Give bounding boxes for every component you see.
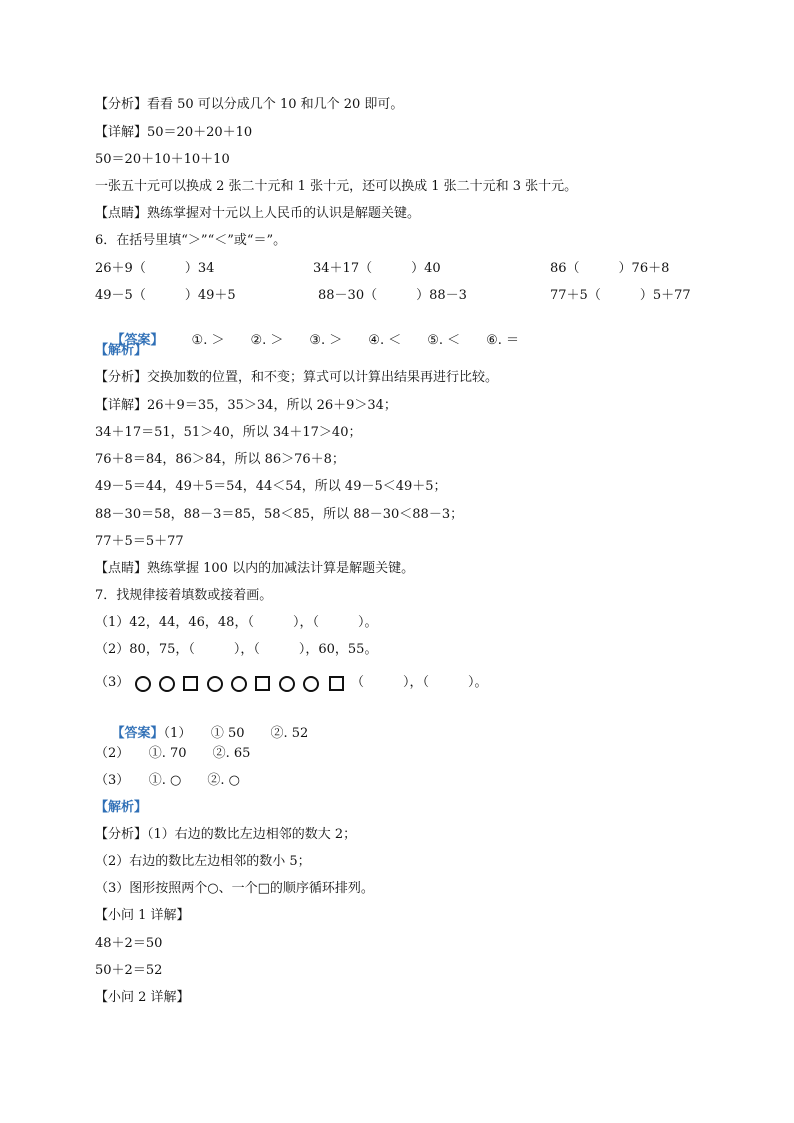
q6-item-5: 88－30（ ）88－3 xyxy=(318,288,467,303)
subquestion-1-heading: 【小问 1 详解】 xyxy=(95,908,190,923)
detail-line-6a: 【详解】26＋9＝35，35＞34，所以 26＋9＞34； xyxy=(95,398,397,413)
analysis-line-5: 【分析】看看 50 可以分成几个 10 和几个 20 即可。 xyxy=(95,97,404,112)
answer-7-part-3: （3） ①. ○ ②. ○ xyxy=(95,773,240,788)
detail-line-5c: 一张五十元可以换成 2 张二十元和 1 张十元，还可以换成 1 张二十元和 3 张十元。 xyxy=(95,179,578,194)
detail-line-6e: 88－30＝58，88－3＝85，58＜85，所以 88－30＜88－3； xyxy=(95,507,464,522)
circle-icon xyxy=(159,676,175,692)
detail-line-5b: 50＝20＋10＋10＋10 xyxy=(95,152,230,167)
jiexi-label-7: 【解析】 xyxy=(95,800,148,815)
analysis-line-7a: 【分析】（1）右边的数比左边相邻的数大 2； xyxy=(95,827,357,842)
q7-part-1: （1）42，44，46，48，（ ），（ ）。 xyxy=(95,615,378,630)
answer-7-part-1: （1） ① 50 ②. 52 xyxy=(163,726,309,741)
subquestion-2-heading: 【小问 2 详解】 xyxy=(95,990,190,1005)
detail-line-6f: 77＋5＝5＋77 xyxy=(95,534,184,549)
question-6-title: 6．在括号里填“＞”“＜”或“＝”。 xyxy=(95,233,287,248)
analysis-line-7b: （2）右边的数比左边相邻的数小 5； xyxy=(95,854,311,869)
detail-line-6b: 34＋17＝51，51＞40，所以 34＋17＞40； xyxy=(95,425,362,440)
answer-label-6: 【答案】 xyxy=(111,333,164,348)
question-7-title: 7．找规律接着填数或接着画。 xyxy=(95,588,273,603)
circle-icon xyxy=(303,676,319,692)
answer-7-part-2: （2） ①. 70 ②. 65 xyxy=(95,746,251,761)
q7-part-2: （2）80，75，（ ），（ ），60，55。 xyxy=(95,642,378,657)
jiexi-label-6: 【解析】 xyxy=(95,343,148,358)
q6-item-3: 86（ ）76＋8 xyxy=(550,261,670,276)
square-icon xyxy=(255,676,270,691)
q6-item-2: 34＋17（ ）40 xyxy=(313,261,441,276)
subquestion-1-step-2: 50＋2＝52 xyxy=(95,963,163,978)
q6-item-1: 26＋9（ ）34 xyxy=(95,261,215,276)
analysis-line-7c: （3）图形按照两个○、一个□的顺序循环排列。 xyxy=(95,881,374,896)
q7-part-3-label: （3） xyxy=(95,675,130,690)
detail-line-6c: 76＋8＝84，86＞84，所以 86＞76＋8； xyxy=(95,452,345,467)
q7-part-3-blanks: （ ），（ ）。 xyxy=(351,675,488,690)
circle-icon xyxy=(279,676,295,692)
detail-line-6d: 49－5＝44，49＋5＝54，44＜54，所以 49－5＜49＋5； xyxy=(95,479,447,494)
answer-values-6: ①. ＞ ②. ＞ ③. ＞ ④. ＜ ⑤. ＜ ⑥. ＝ xyxy=(191,333,520,348)
circle-icon xyxy=(135,676,151,692)
tip-line-5: 【点睛】熟练掌握对十元以上人民币的认识是解题关键。 xyxy=(95,206,421,221)
analysis-line-6: 【分析】交换加数的位置，和不变；算式可以计算出结果再进行比较。 xyxy=(95,370,499,385)
circle-icon xyxy=(207,676,223,692)
tip-line-6: 【点睛】熟练掌握 100 以内的加减法计算是解题关键。 xyxy=(95,561,415,576)
q6-item-6: 77＋5（ ）5＋77 xyxy=(550,288,691,303)
q6-item-4: 49－5（ ）49＋5 xyxy=(95,288,236,303)
answer-label-7: 【答案】 xyxy=(111,726,164,741)
square-icon xyxy=(183,676,198,691)
detail-line-5: 【详解】50＝20＋20＋10 xyxy=(95,125,253,140)
circle-icon xyxy=(231,676,247,692)
square-icon xyxy=(329,676,344,691)
subquestion-1-step-1: 48＋2＝50 xyxy=(95,936,163,951)
